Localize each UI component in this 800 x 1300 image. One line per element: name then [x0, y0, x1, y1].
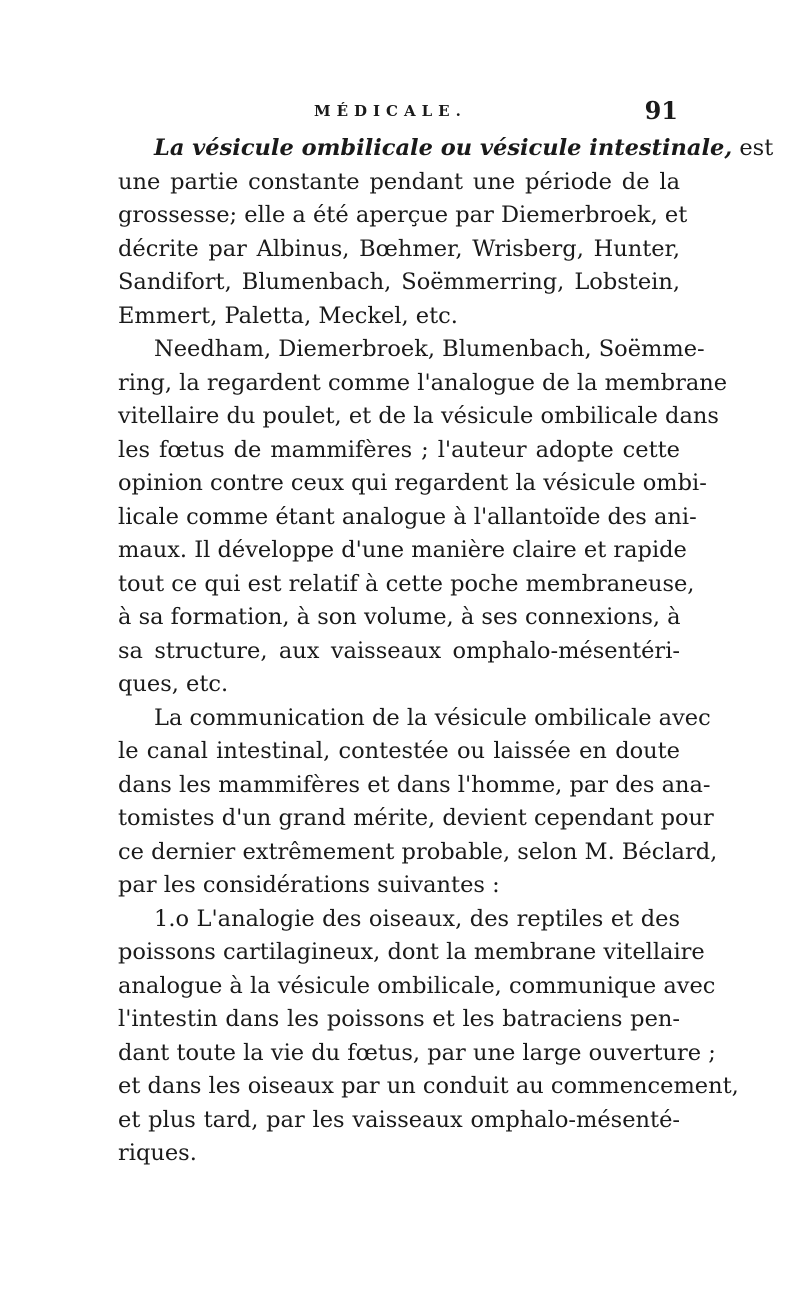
text-line: licale comme étant analogue à l'allantoïde des ani-: [118, 503, 697, 530]
text-line: sa structure, aux vaisseaux omphalo-mésentéri-: [118, 637, 680, 664]
text-line: dant toute la vie du fœtus, par une large ouverture ;: [118, 1039, 716, 1066]
text-line: par les considérations suivantes :: [118, 872, 500, 898]
text-line: à sa formation, à son volume, à ses connexions, à: [118, 604, 681, 630]
text-line: le canal intestinal, contestée ou laissée en doute: [118, 738, 680, 764]
book-page: [118, 96, 774, 1171]
text-line: opinion contre ceux qui regardent la vésicule ombi-: [118, 470, 707, 496]
text-line: ring, la regardent comme l'analogue de la membrane: [118, 369, 728, 396]
text-line: 1.o L'analogie des oiseaux, des reptiles et des: [154, 905, 680, 932]
text-line: une partie constante pendant une période de la: [118, 168, 680, 195]
text-line: analogue à la vésicule ombilicale, communique avec: [118, 972, 716, 999]
text-line: les fœtus de mammifères ; l'auteur adopte cette: [118, 436, 680, 463]
text-line: Needham, Diemerbroek, Blumenbach, Soëmme-: [154, 336, 705, 362]
text-line: grossesse; elle a été aperçue par Diemerbroek, et: [118, 202, 688, 228]
text-line: décrite par Albinus, Bœhmer, Wrisberg, Hunter,: [118, 235, 680, 262]
text-line: l'intestin dans les poissons et les batraciens pen-: [118, 1006, 680, 1032]
text-line: Sandifort, Blumenbach, Soëmmerring, Lobstein,: [118, 269, 680, 295]
text-line: vitellaire du poulet, et de la vésicule ombilicale dans: [118, 403, 719, 429]
text-line: ques, etc.: [118, 671, 229, 697]
text-line: tout ce qui est relatif à cette poche membraneuse,: [118, 570, 695, 597]
text-line: et plus tard, par les vaisseaux omphalo-mésenté-: [118, 1106, 680, 1133]
text-line: La vésicule ombilicale ou vésicule intestinale, est: [154, 135, 774, 161]
text-line: et dans les oiseaux par un conduit au commencement,: [118, 1073, 739, 1099]
italic-lead: La vésicule ombilicale ou vésicule intestinale,: [154, 135, 733, 161]
running-head: MÉDICALE.: [314, 102, 467, 120]
text-line: Emmert, Paletta, Meckel, etc.: [118, 302, 458, 329]
page-header: [118, 96, 680, 132]
text-line: La communication de la vésicule ombilicale avec: [154, 704, 711, 731]
text-line: maux. Il développe d'une manière claire et rapide: [118, 537, 687, 563]
text-line: ce dernier extrêmement probable, selon M. Béclard,: [118, 838, 718, 865]
page-number: 91: [644, 96, 678, 125]
text-line: riques.: [118, 1140, 197, 1166]
text-line: poissons cartilagineux, dont la membrane vitellaire: [118, 939, 705, 965]
text-line: tomistes d'un grand mérite, devient cependant pour: [118, 805, 714, 831]
text-line: dans les mammifères et dans l'homme, par des ana-: [118, 771, 711, 798]
body-text: [118, 132, 774, 1171]
